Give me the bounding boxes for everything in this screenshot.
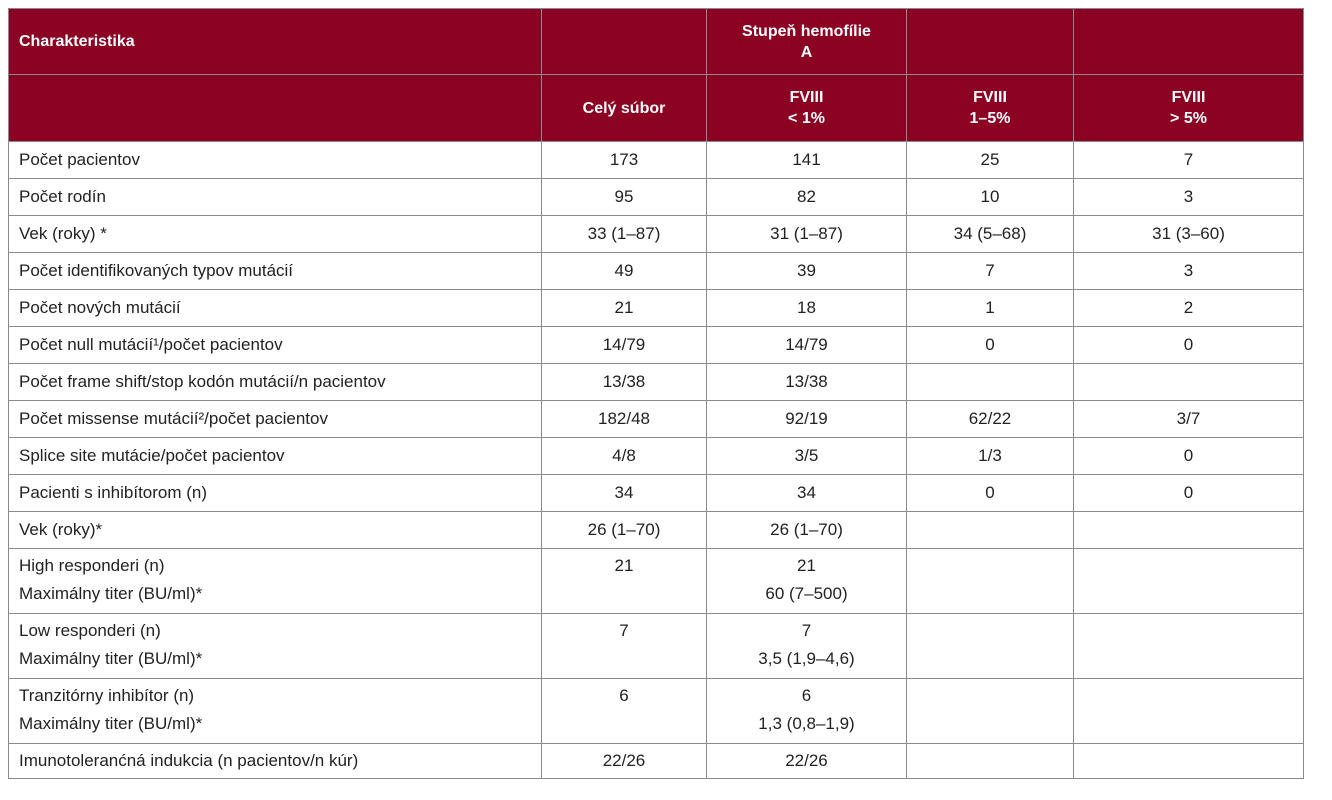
header-fviii-1-5 [907,75,1074,142]
table-row [9,364,1304,401]
header-characteristics: Charakteristika [9,9,542,75]
cell-value: 6 [801,686,812,705]
row-label-line1: High responderi (n) [19,556,165,575]
cell-fviii-lt1: 39 [707,253,907,290]
row-label: Vek (roky) * [9,216,542,253]
cell-whole-set: 21 [542,290,707,327]
cell-fviii-1-5 [907,512,1074,549]
row-label: Počet pacientov [9,142,542,179]
table-row [9,475,1304,512]
cell-fviii-lt1: 82 [707,179,907,216]
row-label-line1: Low responderi (n) [19,621,161,640]
cell-whole-set [542,549,707,614]
cell-fviii-1-5 [907,549,1074,614]
cell-fviii-gt5 [1074,549,1304,614]
header-fviii-1-5-line2: 1–5% [969,110,1011,127]
cell-fviii-gt5: 3 [1074,179,1304,216]
row-label: Vek (roky)* [9,512,542,549]
cell-whole-set: 95 [542,179,707,216]
cell-fviii-1-5 [907,364,1074,401]
table-row [9,744,1304,779]
table-row [9,253,1304,290]
cell-fviii-lt1: 22/26 [707,744,907,779]
cell-whole-set: 173 [542,142,707,179]
cell-fviii-1-5: 1 [907,290,1074,327]
hemophilia-characteristics-table [8,8,1304,779]
table-row [9,512,1304,549]
header-hemophilia-grade [707,9,907,75]
cell-fviii-1-5: 1/3 [907,438,1074,475]
header-whole-set: Celý súbor [542,75,707,142]
table-row [9,401,1304,438]
header-group-line2: A [800,43,813,61]
table-body [9,142,1304,779]
cell-whole-set: 33 (1–87) [542,216,707,253]
cell-whole-set: 49 [542,253,707,290]
cell-fviii-lt1: 34 [707,475,907,512]
cell-fviii-1-5: 0 [907,475,1074,512]
cell-fviii-lt1 [707,614,907,679]
cell-fviii-gt5: 3/7 [1074,401,1304,438]
cell-whole-set: 182/48 [542,401,707,438]
header-empty-4 [1074,9,1304,75]
cell-fviii-1-5: 10 [907,179,1074,216]
cell-fviii-gt5 [1074,364,1304,401]
row-label-line2: Maximálny titer (BU/ml)* [19,714,203,733]
header-fviii-1-5-line1: FVIII [973,89,1007,106]
cell-fviii-lt1: 26 (1–70) [707,512,907,549]
cell-fviii-lt1: 31 (1–87) [707,216,907,253]
header-empty-0 [9,75,542,142]
cell-fviii-gt5 [1074,744,1304,779]
table-row [9,679,1304,744]
row-label [9,679,542,744]
cell-fviii-1-5: 7 [907,253,1074,290]
cell-fviii-lt1: 3/5 [707,438,907,475]
row-label: Pacienti s inhibítorom (n) [9,475,542,512]
header-empty-1 [542,9,707,75]
header-group-line1: Stupeň hemofílie [742,22,871,40]
cell-whole-set: 22/26 [542,744,707,779]
row-label: Imunotoleranćná indukcia (n pacientov/n kúr) [9,744,542,779]
header-fviii-gt5 [1074,75,1304,142]
cell-value: 6 [619,686,629,705]
row-label: Počet frame shift/stop kodón mutácií/n pacientov [9,364,542,401]
cell-whole-set [542,679,707,744]
row-label: Počet null mutácií¹/počet pacientov [9,327,542,364]
header-row-2 [9,75,1304,142]
cell-whole-set: 13/38 [542,364,707,401]
cell-fviii-gt5: 2 [1074,290,1304,327]
cell-fviii-gt5: 31 (3–60) [1074,216,1304,253]
cell-fviii-lt1 [707,549,907,614]
row-label [9,549,542,614]
row-label: Počet missense mutácií²/počet pacientov [9,401,542,438]
header-row-1 [9,9,1304,75]
row-label: Počet identifikovaných typov mutácií [9,253,542,290]
header-fviii-gt5-line2: > 5% [1170,110,1207,127]
table-header [9,9,1304,142]
cell-fviii-lt1: 14/79 [707,327,907,364]
cell-fviii-lt1: 18 [707,290,907,327]
table-row [9,438,1304,475]
row-label-line2: Maximálny titer (BU/ml)* [19,584,203,603]
cell-fviii-gt5: 3 [1074,253,1304,290]
row-label: Počet nových mutácií [9,290,542,327]
cell-whole-set: 14/79 [542,327,707,364]
cell-fviii-1-5: 34 (5–68) [907,216,1074,253]
cell-value-titer: 60 (7–500) [765,584,848,603]
header-fviii-gt5-line1: FVIII [1171,89,1206,106]
cell-whole-set: 26 (1–70) [542,512,707,549]
row-label: Splice site mutácie/počet pacientov [9,438,542,475]
table-row [9,216,1304,253]
row-label [9,614,542,679]
cell-fviii-lt1: 92/19 [707,401,907,438]
cell-fviii-1-5: 25 [907,142,1074,179]
cell-fviii-gt5: 0 [1074,438,1304,475]
table-row [9,549,1304,614]
table-row [9,327,1304,364]
cell-value: 21 [614,556,634,575]
cell-value-titer: 3,5 (1,9–4,6) [758,649,855,668]
header-empty-3 [907,9,1074,75]
cell-fviii-lt1: 13/38 [707,364,907,401]
table-row [9,179,1304,216]
cell-fviii-lt1: 141 [707,142,907,179]
row-label-line1: Tranzitórny inhibítor (n) [19,686,195,705]
table-row [9,614,1304,679]
cell-fviii-gt5 [1074,614,1304,679]
cell-value: 21 [797,556,816,575]
cell-fviii-lt1 [707,679,907,744]
table-row [9,142,1304,179]
cell-fviii-1-5 [907,614,1074,679]
cell-fviii-gt5: 0 [1074,475,1304,512]
cell-fviii-1-5 [907,744,1074,779]
cell-whole-set: 34 [542,475,707,512]
cell-whole-set: 4/8 [542,438,707,475]
cell-fviii-gt5 [1074,512,1304,549]
table-row [9,290,1304,327]
cell-value-titer: 1,3 (0,8–1,9) [758,714,855,733]
row-label-line2: Maximálny titer (BU/ml)* [19,649,203,668]
cell-fviii-gt5: 7 [1074,142,1304,179]
header-fviii-lt1 [707,75,907,142]
row-label: Počet rodín [9,179,542,216]
cell-fviii-1-5 [907,679,1074,744]
cell-fviii-gt5: 0 [1074,327,1304,364]
cell-value: 7 [619,621,629,640]
header-fviii-lt1-line1: FVIII [789,89,824,106]
cell-whole-set [542,614,707,679]
cell-fviii-gt5 [1074,679,1304,744]
header-fviii-lt1-line2: < 1% [788,110,825,127]
cell-fviii-1-5: 0 [907,327,1074,364]
cell-fviii-1-5: 62/22 [907,401,1074,438]
table-container [8,8,1304,779]
cell-value: 7 [801,621,812,640]
